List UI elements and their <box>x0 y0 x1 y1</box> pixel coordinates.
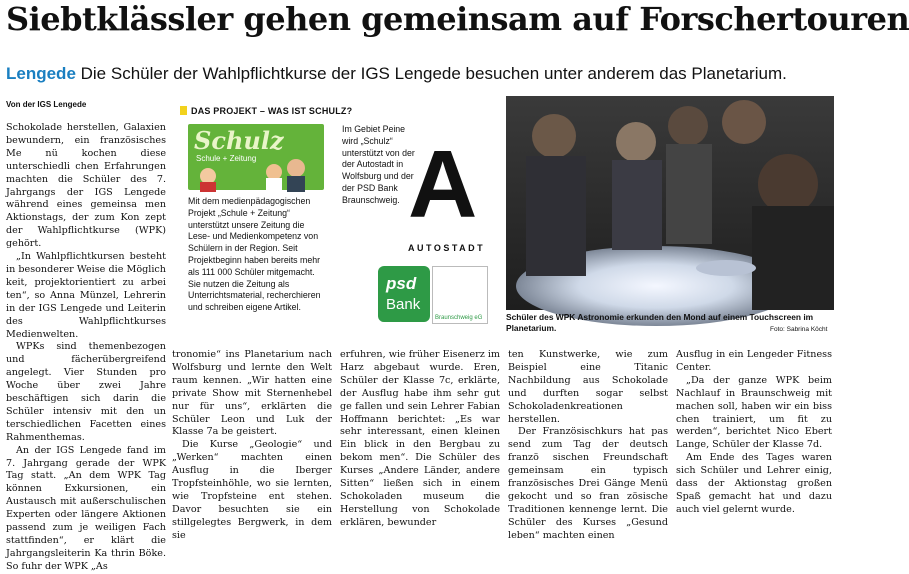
article-photo <box>506 96 834 310</box>
paragraph: erfuhren, wie früher Eisenerz im Harz abgebaut wurde. Eren, Schüler der Klasse 7c, erklärte, der Ausflug habe ihm sehr gut ge fallen und sein Lehrer Fabian Hoffmann berichtet: „Es war sehr interessant, einen kleinen Ein blick in den Bergbau zu bekom men“. Die Schüler des Kurses „Andere Länder, andere Sitten“ ließen sich in einem Schokoladen museum die Herstellung von Schokolade erklären, bewunder <box>340 349 500 528</box>
planetarium-photo-illustration <box>506 96 834 310</box>
psd-logo-line1: psd <box>386 274 417 293</box>
paragraph: Die Kurse „Geologie“ und „Werken“ machten einen Ausflug in die Iberger Tropfsteinhöhle, wo sie lernten, wie Tropfsteine ent stehen. Davor besuchten sie ein stillgelegtes Bergwerk, in dem sie <box>172 439 332 541</box>
article-column-3 <box>340 349 500 528</box>
subheadline-text: Die Schüler der Wahlpflichtkurse der IGS Lengede besuchen unter anderem das Planetarium. <box>75 64 787 83</box>
headline: Siebtklässler gehen gemeinsam auf Forschertouren <box>6 0 909 38</box>
paragraph: Schokolade herstellen, Galaxien bewundern, ein französisches Me nü kochen diese unterschiedli chen Erfahrungen machten die Schüler des 7. Jahrgangs der IGS Lengede während eines gemeinsa men Aktionstags, der zum Kon zept der Wahlpflichtkurse (WPK) gehört. <box>6 122 166 250</box>
schulz-kids-illustration <box>188 124 324 190</box>
paragraph: ten Kunstwerke, wie zum Beispiel eine Titanic Nachbildung aus Schokolade und durften sogar selbst Schokoladenkreationen herstellen. <box>508 349 668 425</box>
psd-logo-line2: Bank <box>386 296 421 313</box>
paragraph: Am Ende des Tages waren sich Schüler und Lehrer einig, dass der Aktionstag großen Spaß gemacht hat und dazu auch viel gelernt wurde. <box>676 452 832 515</box>
paragraph: WPKs sind themenbezogen und fächerübergreifend angelegt. Vier Stunden pro Woche über zwei Jahre beschäftigen sich darin die Schüler intensiv mit den un terschiedlichen Facetten eines Rahmenthemas. <box>6 341 166 443</box>
paragraph: Der Französischkurs hat pas send zum Tag der deutsch franzö sischen Freundschaft gemeinsam ein typisch französisches Drei Gänge Menü gekocht und so fran zösische Traditionen kennenge lernt. Die Schüler des Kurses „Gesund leben“ machten einen <box>508 426 668 541</box>
project-box-heading: DAS PROJEKT – WAS IST SCHULZ? <box>191 106 353 116</box>
article-column-2 <box>172 349 332 541</box>
subheadline <box>6 64 787 84</box>
psd-logo-sub: Braunschweig eG <box>435 315 483 321</box>
paragraph: Ausflug in ein Lengeder Fitness Center. <box>676 349 832 373</box>
photo-caption-text: Schüler des WPK Astronomie erkunden den Mond auf einem Touchscreen im Planetarium. <box>506 312 814 333</box>
subheadline-place: Lengede <box>6 64 76 83</box>
article-column-1 <box>6 122 166 572</box>
schulz-logo-tagline: Schule + Zeitung <box>196 154 257 163</box>
article-column-5 <box>676 349 832 519</box>
sponsor-text: Im Gebiet Peine wird „Schulz“ unterstützt von der der Autostadt in Wolfsburg und der der PSD Bank Braunschweig. <box>342 124 415 205</box>
byline: Von der IGS Lengede <box>6 100 87 109</box>
paragraph: „In Wahlpflichtkursen besteht in besonderer Weise die Möglich keit, projektorientiert zu arbei ten“, so Anna Münzel, Lehrerin in der IGS Lengede und Leiterin des Wahlpflichtkurses Medienwelten. <box>6 251 166 340</box>
autostadt-label: AUTOSTADT <box>408 243 486 253</box>
paragraph: „Da der ganze WPK beim Nachlauf in Braunschweig mit machen soll, haben wir ein biss chen trainiert, um fit zu werden“, berichtet Nico Ebert Lange, Schüler der Klasse 7d. <box>676 374 832 451</box>
psd-bank-sub-logo <box>432 266 488 324</box>
schulz-logo-text: Schulz <box>194 126 284 155</box>
project-box-marker <box>180 106 187 115</box>
schulz-logo <box>188 124 324 190</box>
article-column-4 <box>508 349 668 541</box>
photo-credit: Foto: Sabrina Köcht <box>770 326 828 333</box>
project-box-text: Mit dem medienpädagogischen Projekt „Schule + Zeitung“ unterstützt unsere Zeitung die Lese- und Medienkompetenz von Schülern in der Region. Seit Projektbeginn haben bereits mehr als 111 000 Schüler mitgemacht. Sie nutzen die Zeitung als Unterrichtsmaterial, recherchieren und schreiben eigene Artikel. <box>188 196 321 313</box>
psd-bank-logo <box>378 266 430 322</box>
paragraph: An der IGS Lengede fand im 7. Jahrgang gerade der WPK Tag statt. „An dem WPK Tag können Exkursionen, ein Austausch mit außerschulischen Experten oder längere Aktionen passend zum je weiligen Fach stattfinden“, er klärt die Jahrgangsleiterin Ka thrin Böke. So fuhr der WPK „As <box>6 444 166 572</box>
paragraph: tronomie“ ins Planetarium nach Wolfsburg und lernte den Welt raum kennen. „Wir hatten eine private Show mit Sternenhebel nur für uns“, erklärten die Schüler Leon und Luk der Klasse 7a be geistert. <box>172 349 332 438</box>
autostadt-logo-letter: A <box>408 131 478 238</box>
